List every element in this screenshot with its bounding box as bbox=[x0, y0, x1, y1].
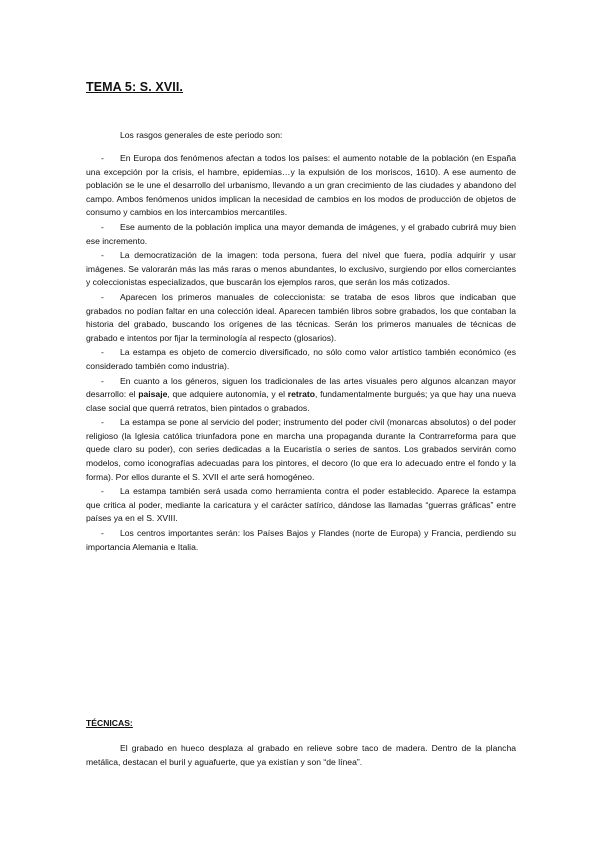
list-item: - Ese aumento de la población implica una mayor demanda de imágenes, y el grabado cubrirá muy bien ese incremento. bbox=[86, 221, 516, 246]
dash-marker: - bbox=[101, 250, 104, 261]
list-item: - La estampa también será usada como herramienta contra el poder establecido. Aparece la estampa que critica al poder, mediante la caricatura y el carácter satírico, dándose las llamadas “guerras gráficas” entre países ya en el S. XVIII. bbox=[86, 486, 516, 524]
dash-marker: - bbox=[101, 528, 104, 539]
list-item: - Aparecen los primeros manuales de coleccionista: se trataba de esos libros que indicaban que grabados no podían faltar en una colección ideal. Aparecen también libros sobre grabados, los que contaban la historia del grabado, buscando los orígenes de las técnicas. Serán los primeros manuales de técnicas de grabado e intentos por fijar la terminología al respecto (glosarios). bbox=[86, 291, 516, 343]
dash-marker: - bbox=[101, 291, 104, 302]
dash-marker: - bbox=[101, 347, 104, 358]
list-item: - La estampa se pone al servicio del poder; instrumento del poder civil (monarcas absolutos) o del poder religioso (la Iglesia católica triunfadora pone en marcha una propaganda durante la Contrarreforma para que quede claro su poder), con series dedicadas a la Eucaristía o series de santos. Los grabados servirán como modelos, como iconografías adecuadas para los pintores, el decoro (lo que era lo adecuado entre el fondo y la forma). Por ellos durante el S. XVII el arte será homogéneo. bbox=[86, 417, 516, 482]
page-title: TEMA 5: S. XVII. bbox=[86, 80, 183, 94]
bold-term-paisaje: paisaje bbox=[138, 389, 168, 400]
intro-text: Los rasgos generales de este periodo son: bbox=[120, 130, 283, 140]
dash-marker: - bbox=[101, 221, 104, 232]
list-item: - En cuanto a los géneros, siguen los tradicionales de las artes visuales pero algunos alcanzan mayor desarrollo: el paisaje, que adquiere autonomía, y el retrato, fundamentalmente burgués; ya que hay una nueva clase social que querrá retratos, bien pintados o grabados. bbox=[86, 375, 516, 413]
list-item: - Los centros importantes serán: los Países Bajos y Flandes (norte de Europa) y Francia, perdiendo su importancia Alemania e Italia. bbox=[86, 528, 516, 552]
list-item: - La democratización de la imagen: toda persona, fuera del nivel que fuera, podía adquirir y usar imágenes. Se valorarán más las más raras o menos abundantes, lo exclusivo, surgiendo por ellos comerciantes y coleccionistas especializados, que buscarán los ejemplos raros, que serán los más cotizados. bbox=[86, 250, 516, 288]
bullet-list bbox=[86, 152, 516, 555]
dash-marker: - bbox=[101, 153, 104, 163]
bold-term-retrato: retrato bbox=[287, 389, 316, 400]
section-title: TÉCNICAS: bbox=[86, 718, 133, 728]
dash-marker: - bbox=[101, 375, 104, 386]
list-item: - En Europa dos fenómenos afectan a todos los países: el aumento notable de la población (en España una excepción por la crisis, el hambre, epidemias…y la expulsión de los moriscos, 1610). A ese aumento de población se le une el desarrollo del urbanismo, llevando a un gran crecimiento de las ciudades y abandono del campo. Ambos fenómenos unidos implican la necesidad de cambios en los modos de producción de objetos de consumo y cambios en los intercambios mercantiles. bbox=[86, 153, 516, 218]
section-paragraph: El grabado en hueco desplaza al grabado en relieve sobre taco de madera. Dentro de la plancha metálica, destacan el buril y aguafuerte, que ya existían y son “de línea”. bbox=[86, 743, 516, 767]
list-item: - La estampa es objeto de comercio diversificado, no sólo como valor artístico también económico (es considerado también como industria). bbox=[86, 347, 516, 371]
dash-marker: - bbox=[101, 417, 104, 428]
dash-marker: - bbox=[101, 486, 104, 497]
